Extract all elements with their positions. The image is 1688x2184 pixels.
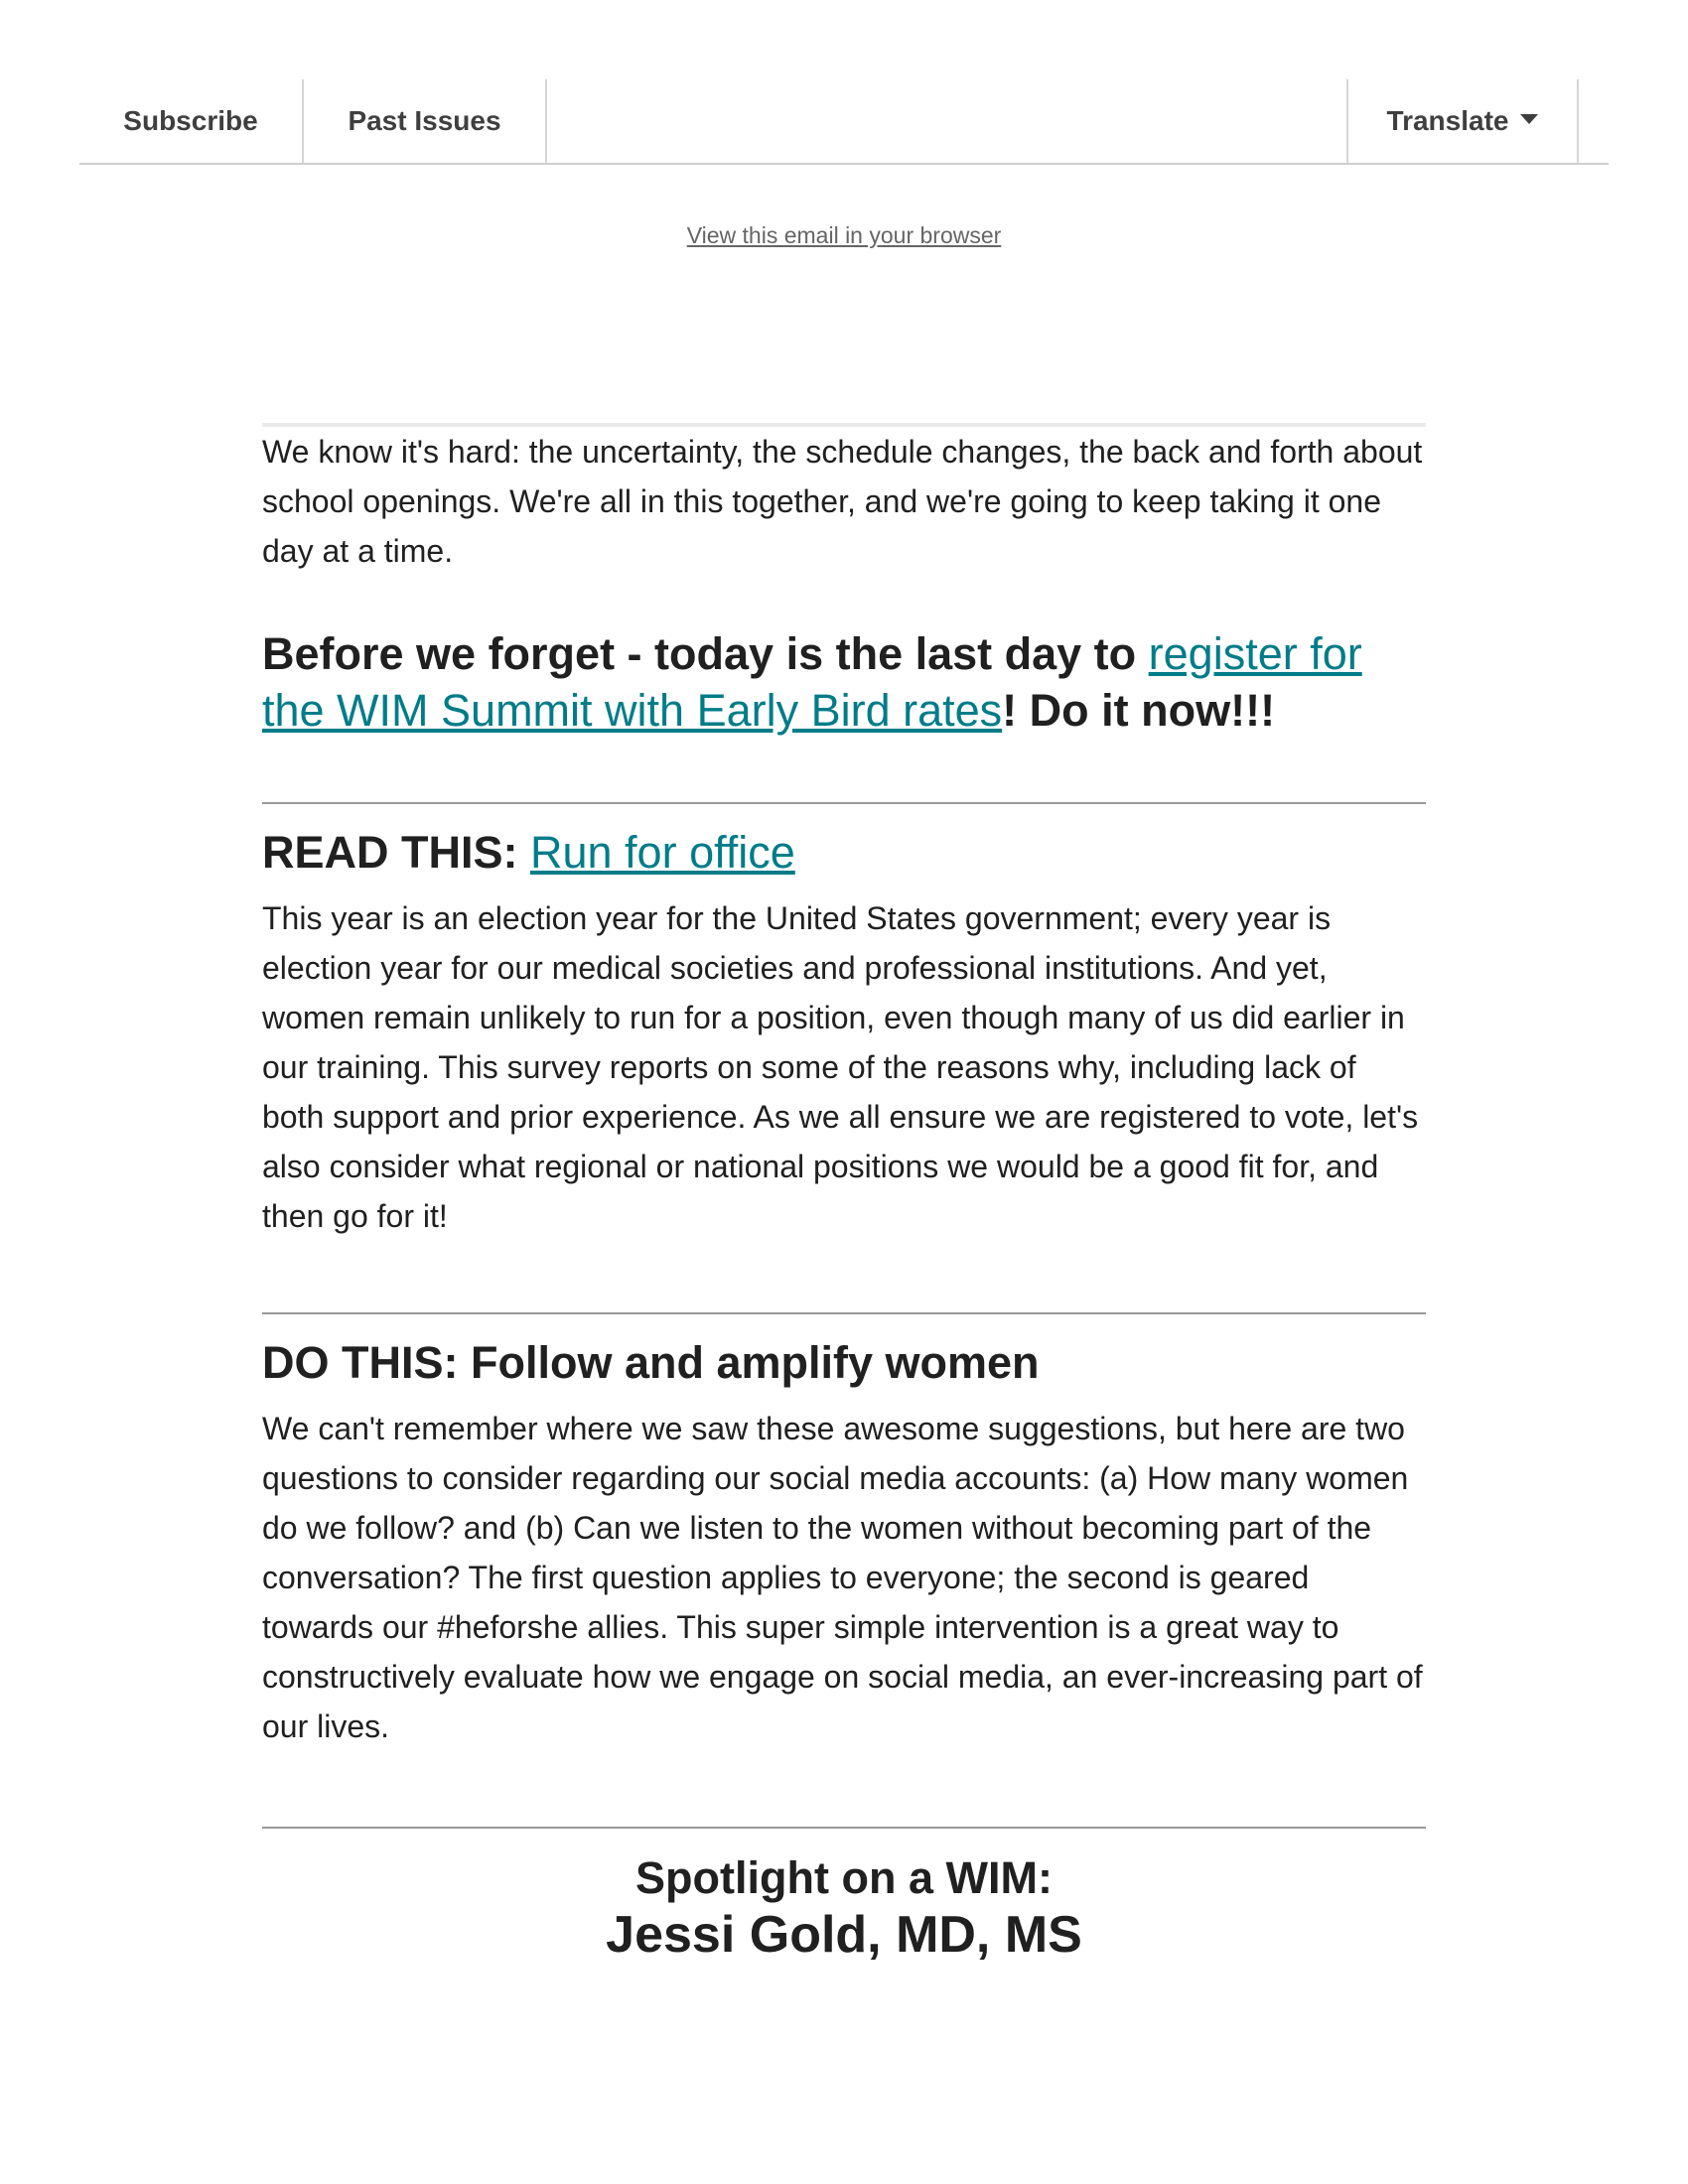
early-bird-headline [262,625,1426,739]
spotlight-name: Jessi Gold, MD, MS [606,1906,1082,1964]
translate-dropdown[interactable] [1346,79,1579,163]
headline-suffix: ! Do it now!!! [1002,685,1276,736]
read-this-heading [262,822,1426,884]
section-divider [262,802,1426,804]
register-summit-link[interactable]: register for the WIM Summit with Early Bird rates [262,628,1362,736]
read-this-body: This year is an election year for the United States government; every year is election year for our medical societies and professional institutions. And yet, women remain unlikely to run for a position, even though many of us did earlier in our training. This survey reports on some of the reasons why, including lack of both support and prior experience. As we all ensure we are registered to vote, let's also consider what regional or national positions we would be a good fit for, and then go for it! [262,900,1419,1234]
spotlight-heading: Spotlight on a WIM: [635,1852,1053,1903]
intro-paragraph: We know it's hard: the uncertainty, the schedule changes, the back and forth about school openings. We're all in this together, and we're going to keep taking it one day at a time. [262,434,1423,569]
subscribe-button[interactable] [79,79,304,163]
view-in-browser-link[interactable]: View this email in your browser [686,222,1002,248]
past-issues-label: Past Issues [348,105,501,136]
do-this-body: We can't remember where we saw these awesome suggestions, but here are two questions to consider regarding our social media accounts: (a) How many women do we follow? and (b) Can we listen to the women without becoming part of the conversation? The first question applies to everyone; the second is geared towards our #heforshe allies. This super simple intervention is a great way to constructively evaluate how we engage on social media, an ever-increasing part of our lives. [262,1411,1423,1744]
section-divider [262,1827,1426,1829]
do-this-heading: DO THIS: Follow and amplify women [262,1337,1040,1388]
run-for-office-link[interactable]: Run for office [530,827,795,878]
caret-down-icon [1520,114,1538,124]
past-issues-button[interactable] [304,79,547,163]
top-navigation-bar [79,79,1609,165]
headline-prefix: Before we forget - today is the last day to [262,628,1149,679]
read-this-label: READ THIS: [262,827,530,878]
email-content [262,423,1426,1964]
translate-label: Translate [1386,105,1509,136]
subscribe-label: Subscribe [123,105,258,136]
section-divider [262,1312,1426,1314]
spotlight-header [262,1850,1426,1964]
